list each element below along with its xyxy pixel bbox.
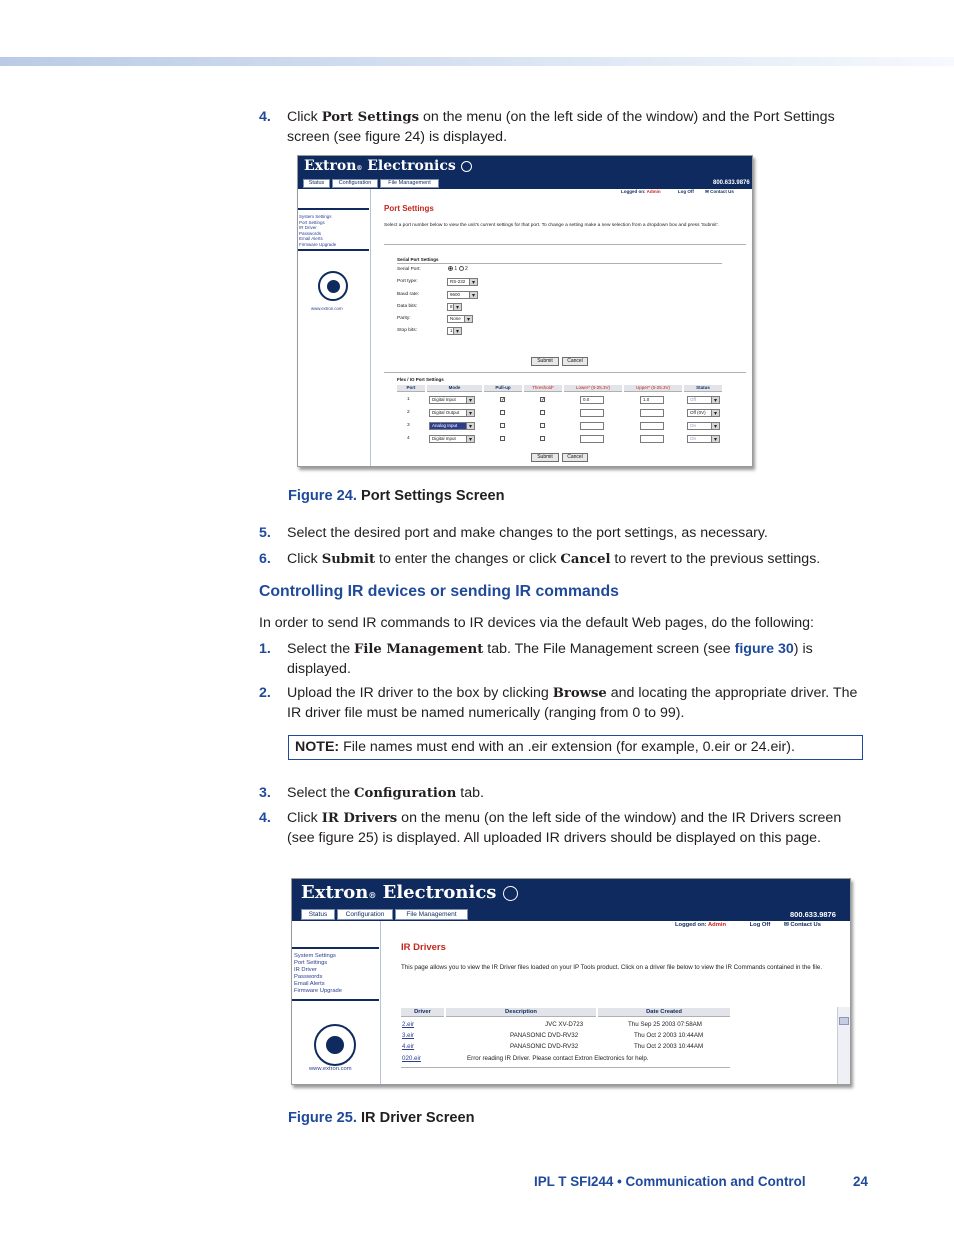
table-bottom-rule: [401, 1067, 730, 1068]
logged-on-bar: Logged on: Admin Log Off ✉ Contact Us: [621, 189, 734, 194]
flex-io-heading: Flex / IO Port Settings: [397, 377, 444, 382]
step-number: 6.: [259, 551, 271, 567]
page-title: IR Drivers: [401, 942, 446, 953]
note-box: [288, 735, 863, 760]
stop-bits-label: Stop bits:: [397, 328, 417, 333]
figure-24-port-settings-screen: [297, 155, 753, 467]
tab-file-management[interactable]: File Management: [380, 179, 439, 188]
serial-cancel-button[interactable]: Cancel: [562, 357, 588, 366]
globe-icon: [503, 886, 518, 901]
col-status: Status: [684, 385, 722, 392]
flex-row-2-status-select[interactable]: Off (0V) ▾: [687, 409, 720, 417]
parity-select[interactable]: None ▾: [447, 315, 473, 323]
serial-submit-button[interactable]: Submit: [531, 357, 559, 366]
bold-term: IR Drivers: [321, 811, 398, 826]
sidebar-item-ir-driver[interactable]: IR Driver: [299, 225, 317, 231]
flex-row-2-threshold-checkbox[interactable]: [540, 410, 545, 415]
flex-row-1-upper-input[interactable]: 1.0: [640, 396, 664, 404]
sidebar-item-ir-driver[interactable]: IR Driver: [294, 967, 317, 974]
sidebar-item-system-settings[interactable]: System Settings: [299, 214, 332, 219]
flex-row-4-mode-select[interactable]: Digital Input ▾: [429, 435, 475, 443]
flex-row-4-threshold-checkbox[interactable]: [540, 436, 545, 441]
driver-date: Thu Sep 25 2003 07:58AM: [628, 1021, 702, 1028]
figure-24-caption: Figure 24. Port Settings Screen: [288, 488, 505, 504]
driver-error-message: Error reading IR Driver. Please contact Extron Electronics for help.: [467, 1055, 649, 1062]
sidebar-divider: [370, 189, 371, 467]
col-pull-up: Pull-up: [484, 385, 522, 392]
step-number: 5.: [259, 525, 271, 541]
sidebar-url: www.extron.com: [309, 1066, 352, 1072]
extron-logo: Extron® Electronics: [304, 158, 472, 174]
sidebar-item-firmware-upgrade[interactable]: Firmware Upgrade: [294, 988, 342, 995]
log-off-link[interactable]: Log Off: [677, 189, 694, 194]
col-description: Description: [446, 1008, 596, 1017]
port-type-select[interactable]: RS-232 ▾: [447, 278, 478, 286]
phone-number: 800.633.9876: [790, 910, 836, 919]
step-number: 2.: [259, 685, 271, 701]
extron-header: [292, 879, 850, 921]
flex-row-4-status-select[interactable]: On ▾: [687, 435, 720, 443]
sidebar-item-email-alerts[interactable]: Email Alerts: [294, 981, 325, 988]
flex-row-2-lower-input[interactable]: [580, 409, 604, 417]
globe-icon: [461, 161, 472, 172]
port-type-label: Port type:: [397, 279, 418, 284]
note-label: NOTE:: [295, 739, 340, 755]
tab-configuration[interactable]: Configuration: [337, 909, 393, 920]
flex-row-3-pullup-checkbox[interactable]: [500, 423, 505, 428]
figure-25-caption: Figure 25. IR Driver Screen: [288, 1110, 475, 1126]
step-number: 1.: [259, 641, 271, 657]
col-port: Port: [397, 385, 425, 392]
header-gradient-bar: [0, 57, 954, 66]
page-number: 24: [853, 1174, 868, 1189]
flex-row-3-lower-input[interactable]: [580, 422, 604, 430]
step-5: 5. Select the desired port and make changes to the port settings, as necessary.: [259, 524, 869, 544]
sidebar-item-firmware-upgrade[interactable]: Firmware Upgrade: [299, 241, 337, 247]
flex-submit-button[interactable]: Submit: [531, 453, 559, 462]
flex-row-3-mode-select[interactable]: Analog Input ▾: [429, 422, 475, 430]
flex-row-2-port: 2: [407, 410, 410, 415]
driver-date: Thu Oct 2 2003 10:44AM: [634, 1043, 704, 1050]
flex-row-2-pullup-checkbox[interactable]: [500, 410, 505, 415]
flex-row-4-pullup-checkbox[interactable]: [500, 436, 505, 441]
sidebar-menu: [299, 214, 336, 248]
footer-title: IPL T SFI244 • Communication and Control: [534, 1174, 806, 1189]
step-number: 4.: [259, 109, 271, 125]
step-1: 1. Select the File Management tab. The File Management screen (see figure 30) is displayed.: [259, 641, 813, 677]
flex-row-1-threshold-checkbox[interactable]: ✓: [541, 397, 546, 403]
flex-row-4-lower-input[interactable]: [580, 435, 604, 443]
bold-term: File Management: [354, 642, 484, 657]
divider: [384, 244, 746, 245]
parity-label: Parity:: [397, 316, 411, 321]
stop-bits-select[interactable]: 1 ▾: [447, 327, 462, 335]
flex-row-1-port: 1: [407, 397, 410, 402]
vertical-scrollbar[interactable]: [837, 1007, 850, 1084]
sidebar-menu: [294, 953, 342, 996]
driver-link-3[interactable]: 3.eir: [402, 1032, 415, 1039]
radio-port-2[interactable]: [459, 266, 464, 271]
step-3: 3. Select the Configuration tab.: [259, 784, 869, 804]
page-intro: Select a port number below to view the unit's current settings for that port. To change a setting make a new selection from a dropdown box and press 'Submit'.: [384, 223, 719, 228]
log-off-link[interactable]: Log Off: [749, 922, 771, 928]
sidebar-url: www.extron.com: [311, 306, 343, 311]
driver-description: JVC XV-D723: [545, 1021, 584, 1028]
figure-30-link[interactable]: figure 30: [734, 641, 794, 657]
extron-seal-logo: [314, 1024, 356, 1066]
col-driver: Driver: [401, 1008, 444, 1017]
baud-rate-select[interactable]: 9600 ▾: [447, 291, 478, 299]
data-bits-label: Data bits:: [397, 304, 418, 309]
contact-us-link[interactable]: Contact Us: [790, 922, 821, 928]
sidebar-bottom-rule: [292, 999, 379, 1001]
extron-logo: Extron® Electronics: [301, 882, 518, 903]
flex-row-3-upper-input[interactable]: [640, 422, 664, 430]
driver-description: PANASONIC DVD-RV32: [510, 1032, 579, 1039]
divider: [384, 372, 746, 373]
flex-row-3-port: 3: [407, 423, 410, 428]
flex-row-1-status-select[interactable]: Off ▾: [687, 396, 720, 404]
extron-seal-logo: [318, 271, 348, 301]
tab-file-management[interactable]: File Management: [395, 909, 468, 920]
step-4-ir-drivers: 4. Click IR Drivers on the menu (on the left side of the window) and the IR Drivers screen (see figure 25) is displayed. All uploaded IR drivers should be displayed on this page.: [259, 810, 842, 846]
driver-link-020[interactable]: 020.eir: [402, 1055, 421, 1062]
sidebar-top-rule: [298, 208, 369, 210]
driver-date: Thu Oct 2 2003 10:44AM: [634, 1032, 704, 1039]
bold-term: Cancel: [560, 552, 611, 567]
step-6: 6. Click Submit to enter the changes or click Cancel to revert to the previous settings.: [259, 550, 869, 570]
col-upper: Upper* (0-25.3V): [624, 385, 682, 392]
intro-paragraph: In order to send IR commands to IR devices via the default Web pages, do the following:: [259, 615, 814, 631]
page-title: Port Settings: [384, 204, 434, 213]
col-lower: Lower* (0-25.3V): [564, 385, 622, 392]
sidebar-item-passwords[interactable]: Passwords: [294, 974, 323, 981]
radio-port-1[interactable]: [448, 266, 453, 271]
serial-port-radios: 1 2: [448, 266, 468, 272]
page-intro: This page allows you to view the IR Driver files loaded on your IP Tools product. Click on a driver file below to view the IR Commands contained in the file.: [401, 964, 823, 971]
note-text: File names must end with an .eir extension (for example, 0.eir or 24.eir).: [343, 739, 795, 755]
step-number: 4.: [259, 810, 271, 826]
step-4-port-settings: 4. Click Port Settings on the menu (on the left side of the window) and the Port Settings screen (see figure 24) is displayed.: [259, 109, 835, 145]
driver-description: PANASONIC DVD-RV32: [510, 1043, 579, 1050]
tab-status[interactable]: Status: [301, 909, 335, 920]
sidebar-bottom-rule: [298, 249, 369, 251]
baud-rate-label: Baud rate:: [397, 292, 420, 297]
sidebar-item-passwords[interactable]: Passwords: [299, 230, 322, 236]
serial-port-label: Serial Port:: [397, 267, 421, 272]
sidebar-item-system-settings[interactable]: System Settings: [294, 953, 336, 959]
step-2: 2. Upload the IR driver to the box by clicking Browse and locating the appropriate driver. The IR driver file must be named numerically (ranging from 0 to 99).: [259, 685, 858, 721]
tab-configuration[interactable]: Configuration: [332, 179, 378, 188]
section-heading: Controlling IR devices or sending IR commands: [259, 583, 619, 600]
col-threshold: Threshold*: [524, 385, 562, 392]
step-number: 3.: [259, 785, 271, 801]
sidebar-item-port-settings[interactable]: Port Settings: [299, 219, 325, 225]
sidebar-top-rule: [292, 947, 379, 949]
contact-us-link[interactable]: Contact Us: [710, 189, 734, 194]
flex-row-4-upper-input[interactable]: [640, 435, 664, 443]
figure-25-ir-driver-screen: [291, 878, 851, 1085]
tab-status[interactable]: Status: [303, 179, 330, 188]
driver-link-4[interactable]: 4.eir: [402, 1043, 415, 1050]
col-mode: Mode: [427, 385, 482, 392]
bold-term: Port Settings: [321, 110, 420, 125]
scrollbar-thumb[interactable]: [839, 1017, 849, 1025]
mail-icon: ✉: [705, 189, 709, 194]
divider: [397, 263, 722, 264]
sidebar-item-port-settings[interactable]: Port Settings: [294, 960, 328, 967]
flex-cancel-button[interactable]: Cancel: [562, 453, 588, 462]
flex-row-1-lower-input[interactable]: 0.0: [580, 396, 604, 404]
serial-port-heading: Serial Port Settings: [397, 257, 439, 262]
flex-row-2-upper-input[interactable]: [640, 409, 664, 417]
sidebar-divider: [380, 921, 381, 1085]
extron-header: [298, 156, 752, 189]
col-date-created: Date Created: [598, 1008, 730, 1017]
flex-row-3-status-select[interactable]: On ▾: [687, 422, 720, 430]
mail-icon: ✉: [783, 922, 789, 928]
sidebar-item-email-alerts[interactable]: Email Alerts: [299, 236, 323, 242]
bold-term: Configuration: [354, 786, 457, 801]
data-bits-select[interactable]: 8 ▾: [447, 303, 462, 311]
flex-row-2-mode-select[interactable]: Digital Output ▾: [429, 409, 475, 417]
logged-on-bar: Logged on: Admin Log Off ✉ Contact Us: [675, 922, 821, 928]
bold-term: Submit: [321, 552, 376, 567]
bold-term: Browse: [552, 686, 607, 701]
flex-row-1-mode-select[interactable]: Digital Input ▾: [429, 396, 475, 404]
flex-row-4-port: 4: [407, 436, 410, 441]
flex-row-1-pullup-checkbox[interactable]: ✓: [501, 397, 506, 403]
flex-row-3-threshold-checkbox[interactable]: [540, 423, 545, 428]
phone-number: 800.633.9876: [713, 180, 750, 186]
driver-link-2[interactable]: 2.eir: [402, 1021, 415, 1028]
